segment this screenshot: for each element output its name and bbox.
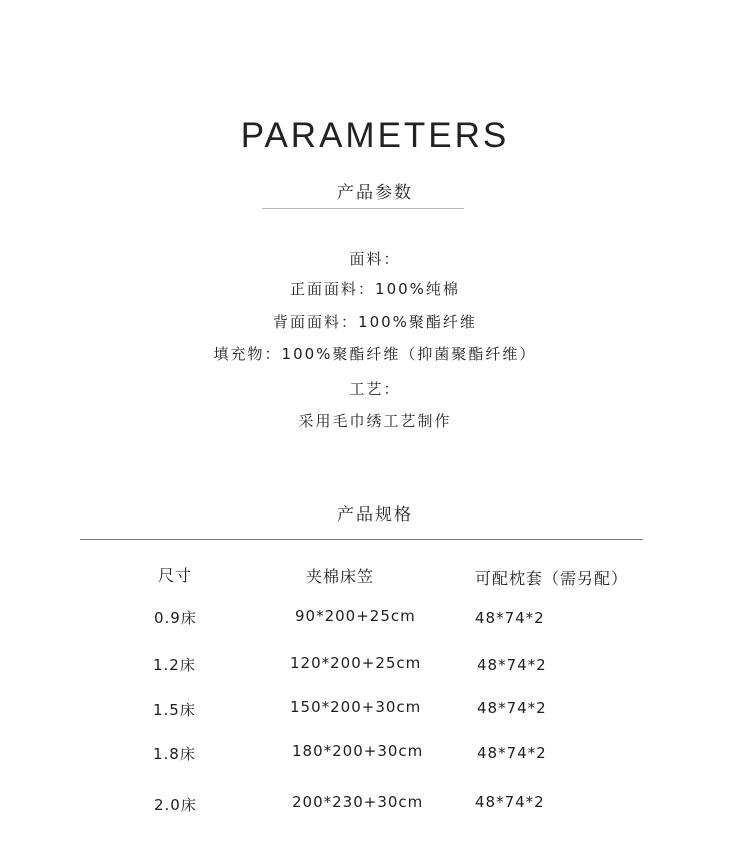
cell-fitted-sheet: 180*200+30cm: [292, 742, 424, 760]
craft-heading: 工艺：: [349, 380, 401, 398]
cell-pillowcase: 48*74*2: [475, 609, 545, 627]
header-size: 尺寸: [158, 566, 193, 585]
header-pillowcase: 可配枕套（需另配）: [475, 569, 629, 588]
cell-size: 1.2床: [153, 656, 196, 674]
fabric-heading: 面料：: [349, 250, 401, 268]
craft-text: 采用毛巾绣工艺制作: [298, 412, 452, 430]
filling-text: 填充物：100%聚酯纤维（抑菌聚酯纤维）: [213, 345, 537, 363]
cell-pillowcase: 48*74*2: [475, 793, 545, 811]
cell-fitted-sheet: 200*230+30cm: [292, 793, 424, 811]
cell-fitted-sheet: 120*200+25cm: [290, 654, 422, 672]
header-fitted-sheet: 夹棉床笠: [306, 567, 375, 586]
title-divider: [262, 208, 464, 209]
spec-table-divider: [80, 539, 643, 540]
cell-pillowcase: 48*74*2: [477, 744, 547, 762]
front-fabric-text: 正面面料：100%纯棉: [290, 280, 460, 298]
page-title-en: PARAMETERS: [240, 116, 510, 155]
cell-size: 1.5床: [153, 701, 196, 719]
page-subtitle-cn: 产品参数: [337, 183, 413, 203]
cell-size: 0.9床: [154, 609, 197, 627]
spec-section-title: 产品规格: [337, 505, 413, 525]
cell-size: 2.0床: [154, 796, 197, 814]
cell-pillowcase: 48*74*2: [477, 656, 547, 674]
cell-fitted-sheet: 150*200+30cm: [290, 698, 422, 716]
back-fabric-text: 背面面料：100%聚酯纤维: [273, 313, 477, 331]
cell-fitted-sheet: 90*200+25cm: [295, 607, 416, 625]
cell-size: 1.8床: [153, 745, 196, 763]
cell-pillowcase: 48*74*2: [477, 699, 547, 717]
